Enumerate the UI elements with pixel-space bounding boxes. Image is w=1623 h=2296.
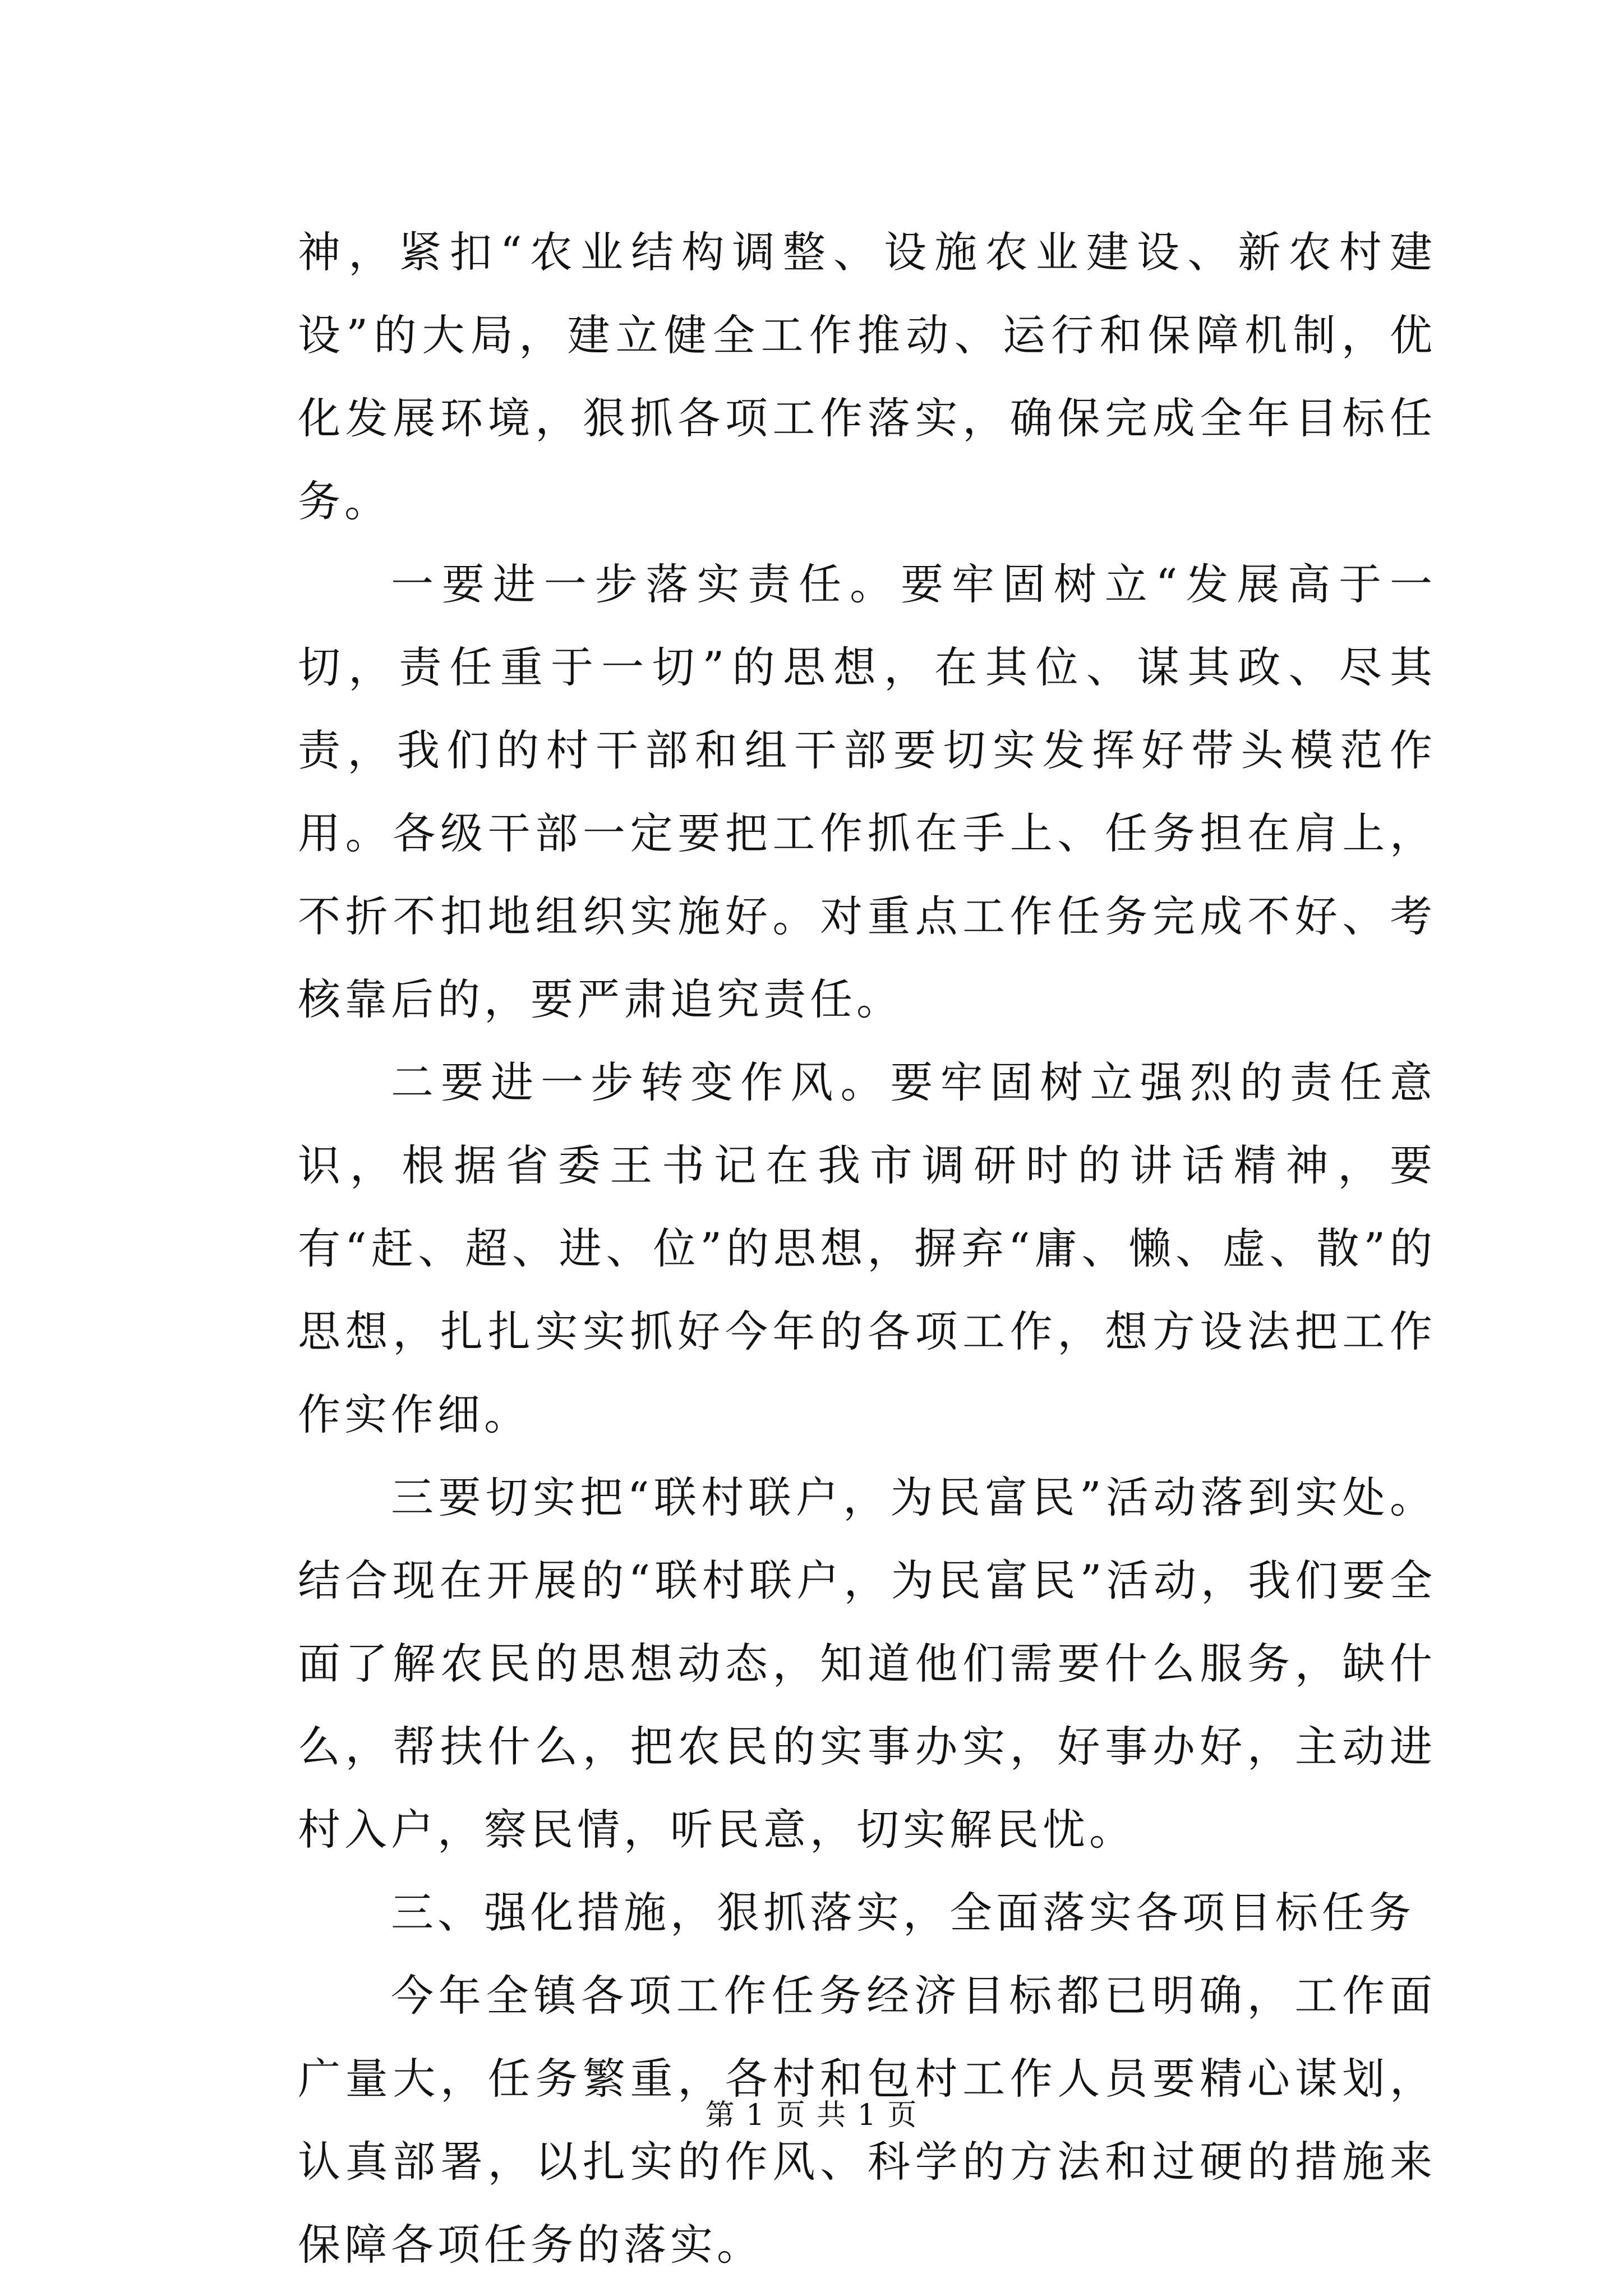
paragraph-responsibility: 一要进一步落实责任。要牢固树立“发展高于一切，责任重于一切”的思想，在其位、谋其政、尽其责，我们的村干部和组干部要切实发挥好带头模范作用。各级干部一定要把工作抓在手上、任务担在肩上，不折不扣地组织实施好。对重点工作任务完成不好、考核靠后的，要严肃追究责任。: [298, 559, 1436, 1024]
section-heading: 三、强化措施，狠抓落实，全面落实各项目标任务: [391, 1888, 1415, 1938]
paragraph-village-activity: 三要切实把“联村联户，为民富民”活动落到实处。结合现在开展的“联村联户，为民富民”活动，我们要全面了解农民的思想动态，知道他们需要什么服务，缺什么，帮扶什么，把农民的实事办实，好事办好，主动进村入户，察民情，听民意，切实解民忧。: [298, 1473, 1436, 1855]
paragraph-work-style: 二要进一步转变作风。要牢固树立强烈的责任意识，根据省委王书记在我市调研时的讲话精神，要有“赶、超、进、位”的思想，摒弃“庸、懒、虚、散”的思想，扎扎实实抓好今年的各项工作，想方设法把工作作实作细。: [298, 1057, 1436, 1439]
paragraph-targets: 今年全镇各项工作任务经济目标都已明确，工作面广量大，任务繁重，各村和包村工作人员要精心谋划，认真部署，以扎实的作风、科学的方法和过硬的措施来保障各项任务的落实。: [298, 1971, 1436, 2270]
document-body: [298, 211, 1436, 2286]
paragraph-continuation: 神，紧扣“农业结构调整、设施农业建设、新农村建设”的大局，建立健全工作推动、运行和保障机制，优化发展环境，狠抓各项工作落实，确保完成全年目标任务。: [298, 227, 1436, 526]
page-number-footer: 第 1 页 共 1 页: [705, 2099, 918, 2132]
